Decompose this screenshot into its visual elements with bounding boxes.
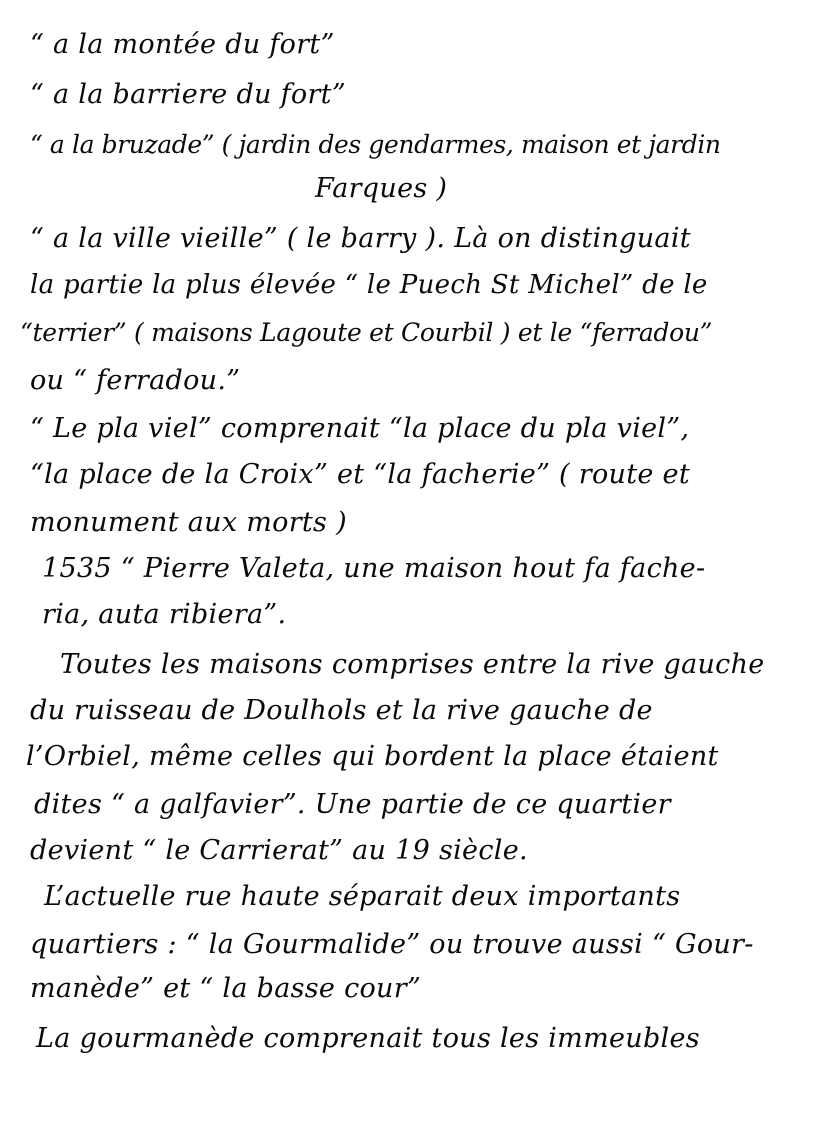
text-line-20: quartiers : “ la Gourmalide” ou trouve aussi “ Gour- — [30, 929, 754, 960]
text-line-9: “ Le pla viel” comprenait “la place du pla viel”, — [30, 413, 690, 444]
text-line-18: devient “ le Carrierat” au 19 siècle. — [30, 835, 528, 866]
text-line-21: manède” et “ la basse cour” — [30, 973, 422, 1004]
text-line-22: La gourmanède comprenait tous les immeubles — [36, 1023, 700, 1054]
text-line-3: “ a la bruzade” ( jardin des gendarmes, maison et jardin — [30, 130, 721, 159]
text-line-4: Farques ) — [315, 173, 448, 204]
text-line-12: 1535 “ Pierre Valeta, une maison hout fa fache- — [42, 553, 706, 584]
text-line-16: l’Orbiel, même celles qui bordent la place étaient — [26, 741, 719, 772]
text-line-14: Toutes les maisons comprises entre la rive gauche — [60, 649, 765, 680]
text-line-10: “la place de la Croix” et “la facherie” ( route et — [30, 459, 690, 490]
text-line-2: “ a la barriere du fort” — [30, 79, 346, 110]
text-line-6: la partie la plus élevée “ le Puech St Michel” de le — [30, 270, 708, 300]
text-line-15: du ruisseau de Doulhols et la rive gauche de — [30, 695, 653, 726]
text-line-11: monument aux morts ) — [30, 507, 347, 538]
text-line-7: “terrier” ( maisons Lagoute et Courbil ) et le “ferradou” — [20, 318, 713, 347]
text-line-19: L’actuelle rue haute séparait deux importants — [44, 881, 681, 912]
text-line-17: dites “ a galfavier”. Une partie de ce quartier — [34, 789, 671, 820]
text-line-1: “ a la montée du fort” — [30, 29, 335, 60]
text-line-8: ou “ ferradou.” — [30, 365, 241, 396]
text-line-13: ria, auta ribiera”. — [42, 599, 287, 630]
text-line-5: “ a la ville vieille” ( le barry ). Là on distinguait — [30, 223, 691, 254]
